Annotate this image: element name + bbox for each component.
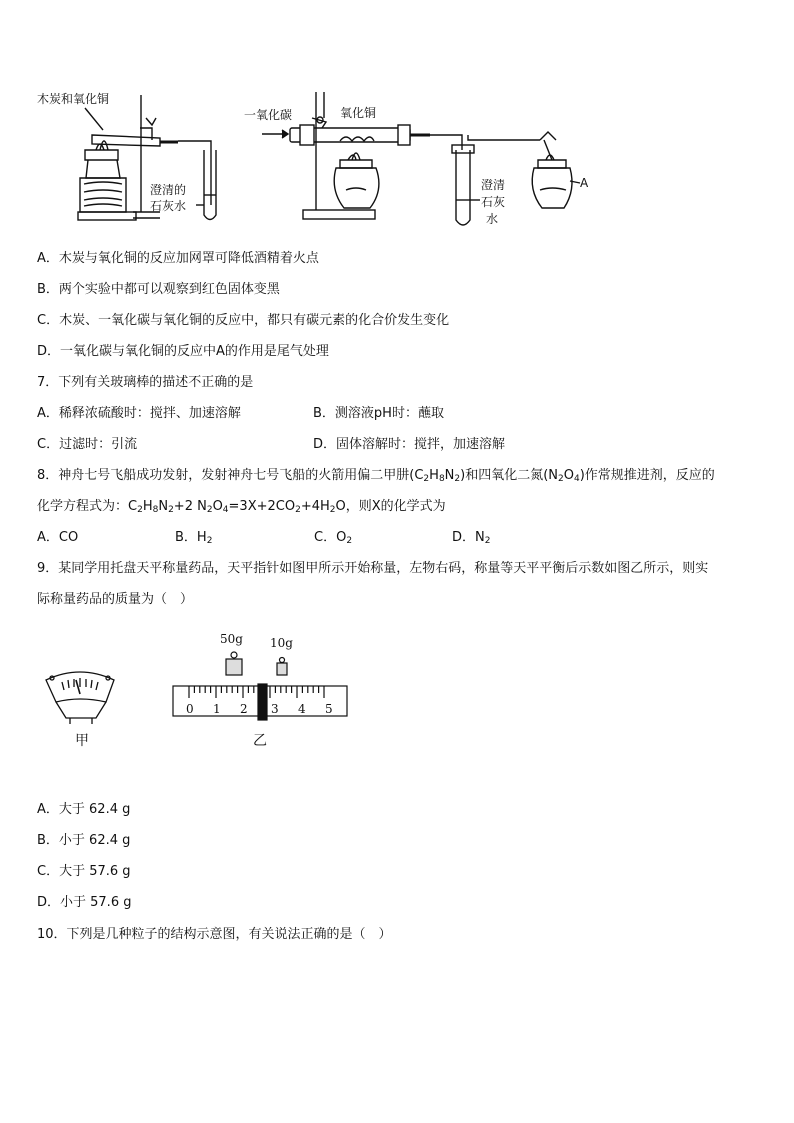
q7-option-a: A．稀释浓硫酸时：搅拌、加速溶解 — [37, 406, 241, 421]
scale-tick-3: 3 — [271, 702, 279, 716]
limewater-right-3: 水 — [486, 212, 499, 226]
q9-option-d: D．小于 57.6 g — [37, 895, 132, 910]
scale-tick-2: 2 — [240, 702, 248, 716]
q8-stem-line1: 8．神舟七号飞船成功发射，发射神舟七号飞船的火箭用偏二甲肼$(C_2H_8N_2)$和四氧化二氮$(N_2O_4)$作常规推进剂，反应的 — [37, 468, 715, 484]
q8-option-c: C．$O_2$ — [314, 530, 353, 546]
figure-jia-label: 甲 — [75, 733, 89, 749]
weight-10g-label: 10g — [270, 636, 293, 650]
limewater-label-2: 石灰水 — [150, 199, 187, 213]
q9-stem-line2: 际称量药品的质量为（ ） — [37, 592, 194, 607]
charcoal-cuo-label: 木炭和氧化铜 — [37, 92, 110, 106]
balance-pointer-figure — [44, 668, 124, 728]
q8-option-d: D．$N_2$ — [452, 530, 491, 546]
figure-yi-label: 乙 — [253, 733, 267, 749]
q8-option-b: B．$H_2$ — [175, 530, 213, 546]
co-label: 一氧化碳 — [244, 108, 293, 122]
scale-tick-4: 4 — [298, 702, 306, 716]
q6-option-b: B．两个实验中都可以观察到红色固体变黑 — [37, 282, 280, 297]
limewater-label-1: 澄清的 — [150, 183, 187, 197]
limewater-right-2: 石灰 — [481, 195, 506, 209]
q6-option-c: C．木炭、一氧化碳与氧化铜的反应中，都只有碳元素的化合价发生变化 — [37, 313, 450, 328]
q10-stem: 10．下列是几种粒子的结构示意图，有关说法正确的是（ ） — [37, 927, 392, 942]
scale-tick-5: 5 — [325, 702, 333, 716]
scale-tick-1: 1 — [213, 702, 221, 716]
q8-stem-line2: 化学方程式为：$C_2H_8N_2+2$ $N_2O_4=3X+2CO_2+4H_2O$，则X的化学式为 — [37, 499, 446, 515]
q7-option-c: C．过滤时：引流 — [37, 437, 138, 452]
q8-option-a: A．CO — [37, 530, 79, 545]
scale-tick-0: 0 — [186, 702, 194, 716]
q7-option-b: B．测溶液pH时：蘸取 — [313, 406, 444, 421]
q6-option-d: D．一氧化碳与氧化铜的反应中A的作用是尾气处理 — [37, 344, 329, 359]
q9-option-c: C．大于 57.6 g — [37, 864, 131, 879]
q7-option-d: D．固体溶解时：搅拌，加速溶解 — [313, 437, 506, 452]
limewater-right-1: 澄清 — [481, 178, 506, 192]
q9-option-a: A．大于 62.4 g — [37, 802, 131, 817]
q9-stem-line1: 9．某同学用托盘天平称量药品，天平指针如图甲所示开始称量，左物右码，称量等天平平衡后示数如图乙所示，则实 — [37, 561, 709, 576]
q7-stem: 7．下列有关玻璃棒的描述不正确的是 — [37, 375, 254, 390]
burner-a-label: A — [580, 176, 589, 190]
weight-50g-label: 50g — [220, 632, 243, 646]
q9-option-b: B．小于 62.4 g — [37, 833, 131, 848]
apparatus-drawing — [0, 0, 794, 240]
cuo-label: 氧化铜 — [340, 106, 377, 120]
q6-option-a: A．木炭与氧化铜的反应加网罩可降低酒精着火点 — [37, 251, 319, 266]
